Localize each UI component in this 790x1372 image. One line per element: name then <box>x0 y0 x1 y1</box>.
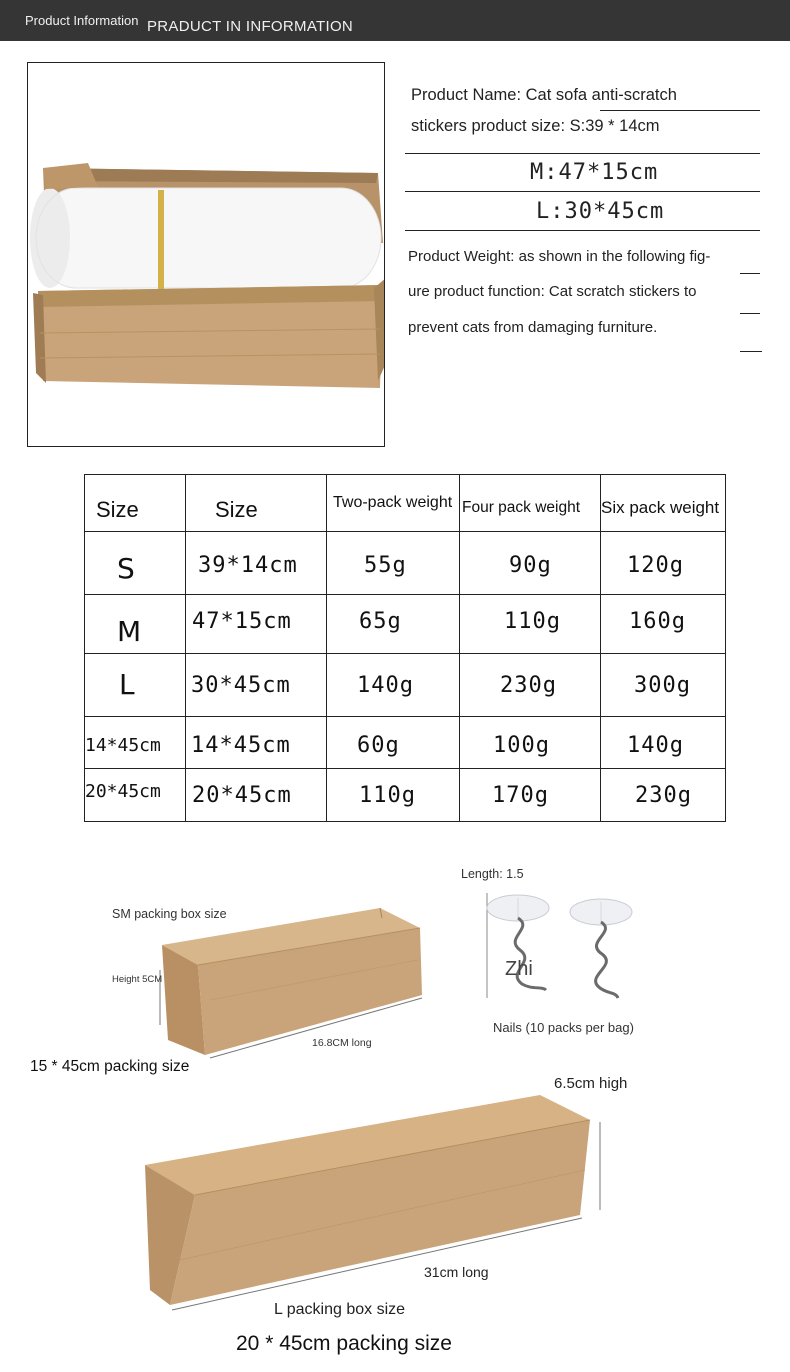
table-header-cell <box>186 475 327 532</box>
table-cell <box>460 595 601 654</box>
row-m-two: 65g <box>359 608 402 634</box>
l-packing-box-image <box>140 1090 610 1320</box>
row-14x45-four: 100g <box>493 733 550 758</box>
table-cell <box>327 532 460 595</box>
rule-2 <box>405 153 760 154</box>
table-cell <box>327 595 460 654</box>
product-name-line2: stickers product size: S:39 * 14cm <box>411 117 660 135</box>
table-cell <box>601 769 726 822</box>
sm-packing-size-label: 15 * 45cm packing size <box>30 1058 190 1075</box>
l-box-label: L packing box size <box>274 1301 406 1318</box>
table-cell <box>601 595 726 654</box>
sm-packing-box-image <box>150 900 440 1070</box>
rule-6 <box>740 313 760 314</box>
table-cell <box>601 717 726 769</box>
row-l-four: 230g <box>500 672 557 698</box>
table-header-row <box>85 475 726 532</box>
header-two-pack: Two-pack weight <box>333 494 453 511</box>
nail-watermark: Zhi <box>505 958 533 980</box>
table-row <box>85 717 726 769</box>
size-m-text: M:47*15cm <box>530 160 659 185</box>
description-line2: ure product function: Cat scratch stickers to <box>408 283 697 300</box>
table-row <box>85 654 726 717</box>
table-cell <box>186 595 327 654</box>
row-s-six: 120g <box>627 552 684 578</box>
table-cell <box>85 717 186 769</box>
row-m-dim: 47*15cm <box>192 608 292 634</box>
nail-length-label: Length: 1.5 <box>461 867 524 881</box>
row-20x45-dim: 20*45cm <box>192 782 292 808</box>
table-cell <box>186 532 327 595</box>
rule-7 <box>740 351 762 352</box>
row-20x45-six: 230g <box>635 782 692 808</box>
table-header-cell <box>85 475 186 532</box>
product-roll-in-box-image <box>28 63 385 447</box>
size-l-text: L:30*45cm <box>536 199 665 224</box>
table-cell <box>186 654 327 717</box>
table-row <box>85 769 726 822</box>
table-cell <box>601 532 726 595</box>
rule-4 <box>405 230 760 231</box>
row-14x45-size: 14*45cm <box>85 735 161 756</box>
table-row <box>85 595 726 654</box>
header-size-1: Size <box>96 497 139 522</box>
rule-3 <box>405 191 760 192</box>
table-cell <box>460 532 601 595</box>
table-cell <box>186 717 327 769</box>
row-14x45-two: 60g <box>357 733 400 758</box>
row-m-six: 160g <box>629 608 686 634</box>
table-cell <box>460 717 601 769</box>
rule-5 <box>740 273 760 274</box>
table-row <box>85 532 726 595</box>
row-s-four: 90g <box>509 552 552 578</box>
header-four-pack: Four pack weight <box>462 499 581 516</box>
table-cell <box>327 717 460 769</box>
table-cell <box>460 654 601 717</box>
table-cell <box>460 769 601 822</box>
table-cell <box>601 654 726 717</box>
row-l-dim: 30*45cm <box>191 672 291 698</box>
nails-label: Nails (10 packs per bag) <box>493 1020 634 1035</box>
row-l-two: 140g <box>357 672 414 698</box>
table-cell <box>85 769 186 822</box>
size-weight-table <box>84 474 726 822</box>
table-cell <box>85 595 186 654</box>
product-name-line1: Product Name: Cat sofa anti-scratch <box>411 86 677 104</box>
table-cell <box>186 769 327 822</box>
header-six-pack: Six pack weight <box>601 498 720 517</box>
row-m-size: M <box>117 614 142 648</box>
table-header-cell <box>327 475 460 532</box>
l-length-label: 31cm long <box>424 1264 489 1280</box>
header-title-small: Product Information <box>25 13 139 28</box>
nails-image <box>484 888 644 1003</box>
table-cell <box>327 654 460 717</box>
table-cell <box>327 769 460 822</box>
table-cell <box>85 532 186 595</box>
description-line1: Product Weight: as shown in the following fig- <box>408 248 711 265</box>
row-m-four: 110g <box>504 608 561 634</box>
l-packing-size-label: 20 * 45cm packing size <box>236 1332 452 1355</box>
row-14x45-six: 140g <box>627 733 684 758</box>
sm-box-label: SM packing box size <box>112 907 227 921</box>
description-line3: prevent cats from damaging furniture. <box>408 319 658 336</box>
table-header-cell <box>601 475 726 532</box>
header-size-2: Size <box>215 497 258 522</box>
row-l-six: 300g <box>634 672 691 698</box>
row-s-size: S <box>117 551 135 585</box>
row-20x45-size: 20*45cm <box>85 780 161 802</box>
header-title-caps: PRADUCT IN INFORMATION <box>147 18 354 35</box>
table-header-cell <box>460 475 601 532</box>
row-14x45-dim: 14*45cm <box>191 733 291 758</box>
table-cell <box>85 654 186 717</box>
sm-height-label: Height 5CM <box>112 974 163 985</box>
sm-length-label: 16.8CM long <box>312 1037 372 1049</box>
row-s-dim: 39*14cm <box>198 552 298 578</box>
row-20x45-four: 170g <box>492 782 549 808</box>
product-photo <box>27 62 385 447</box>
l-height-label: 6.5cm high <box>554 1075 628 1092</box>
header-bar <box>0 0 790 41</box>
row-l-size: L <box>119 667 135 701</box>
row-20x45-two: 110g <box>359 782 416 808</box>
row-s-two: 55g <box>364 552 407 578</box>
rule-1 <box>600 110 760 111</box>
